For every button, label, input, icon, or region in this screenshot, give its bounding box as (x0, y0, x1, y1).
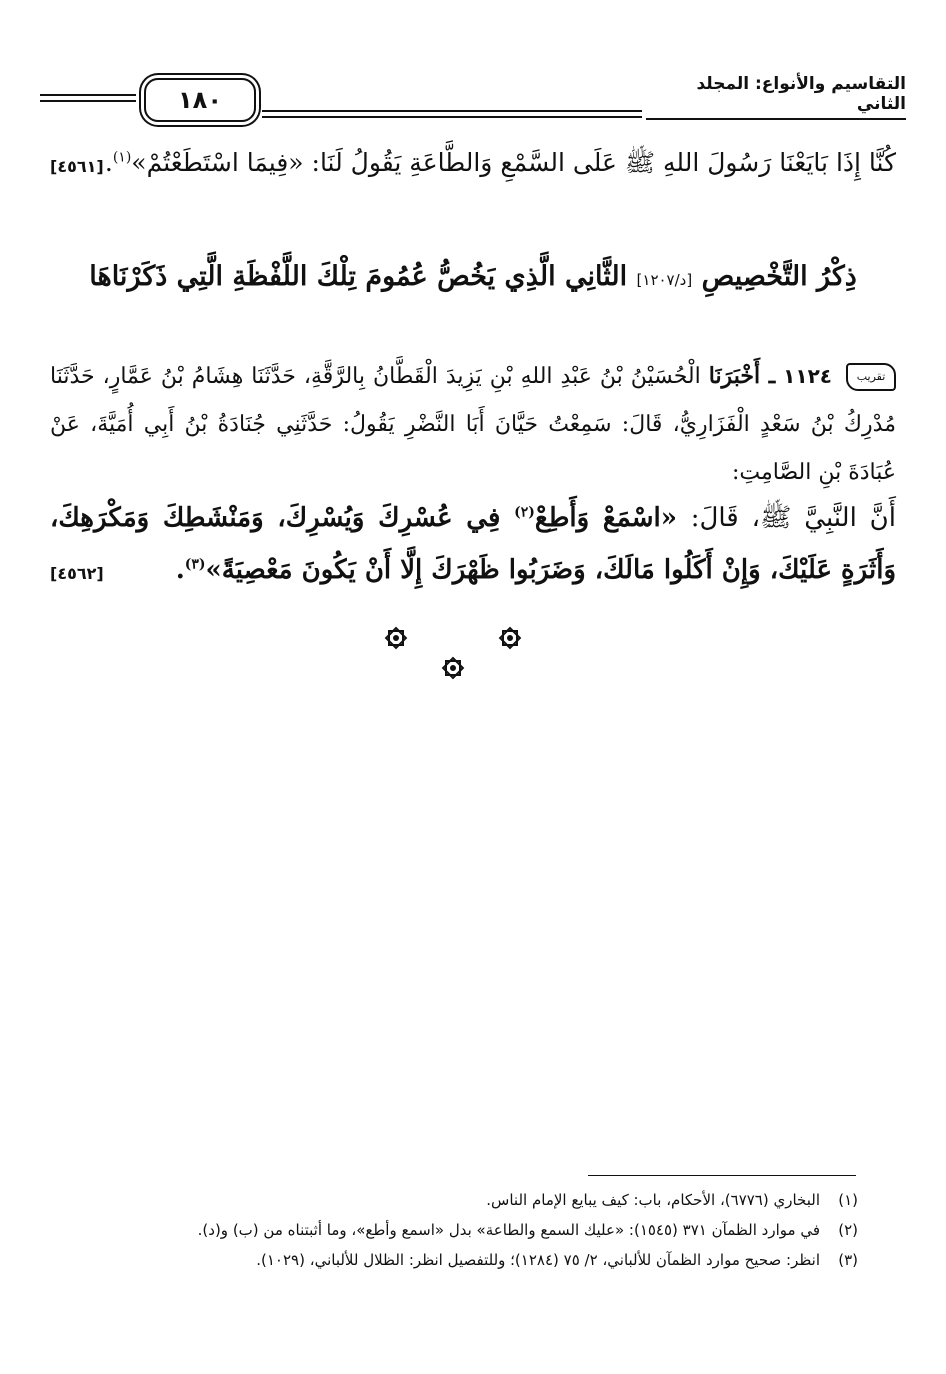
matn-paragraph: أَنَّ النَّبِيَّ ﷺ، قَالَ: «اسْمَعْ وَأَطِعْ$^{(٢)}$ فِي عُسْرِكَ وَيُسْرِكَ، وَمَنْشَطِكَ وَمَكْرَهِكَ، وَأَثَرَةٍ عَلَيْكَ، وَإِنْ أَكَلُوا مَالَكَ، وَضَرَبُوا ظَهْرَكَ إِلَّا أَنْ يَكُونَ مَعْصِيَةً»$^{(٣)}$. [٤٥٦٢] (50, 492, 896, 600)
page-number: ١٨٠ (144, 78, 256, 122)
header-rule (262, 116, 642, 118)
footnote-number: (٢) (838, 1221, 858, 1239)
footnote-separator (588, 1175, 856, 1176)
paragraph-text: كُنَّا إِذَا بَايَعْنَا رَسُولَ اللهِ ﷺ عَلَى السَّمْعِ وَالطَّاعَةِ يَقُولُ لَنَا: «فِيمَا اسْتَطَعْتُمْ» (131, 148, 896, 177)
hadith-reference: [٤٥٦٢] (50, 564, 104, 583)
footnotes (52, 1185, 858, 1275)
header-rule (40, 94, 136, 96)
running-title: التقاسيم والأنواع: المجلد الثاني (646, 74, 906, 120)
header-rule (40, 100, 136, 102)
heading-part-2: الثَّانِي الَّذِي يَخُصُّ عُمُومَ تِلْكَ اللَّفْظَةِ الَّتِي ذَكَرْنَاهَا (89, 261, 628, 292)
taqrib-icon: تقريب (846, 363, 896, 391)
isnad-lead: ـ أَخْبَرَنَا (708, 363, 776, 389)
isnad-paragraph (50, 352, 896, 497)
footnote-marker[interactable]: (١) (112, 149, 132, 166)
matn-quote-a: «اسْمَعْ وَأَطِعْ (534, 503, 678, 533)
paragraph-hadith-1123-end: كُنَّا إِذَا بَايَعْنَا رَسُولَ اللهِ ﷺ عَلَى السَّمْعِ وَالطَّاعَةِ يَقُولُ لَنَا: «فِيمَا اسْتَطَعْتُمْ»$^{(١)}$. [٤٥٦١] (50, 136, 896, 194)
hadith-number: ١١٢٤ (783, 364, 832, 388)
ornament-flower-icon (497, 625, 523, 651)
footnote-item (52, 1245, 858, 1275)
matn-quote-b: فِي عُسْرِكَ وَيُسْرِكَ، وَمَنْشَطِكَ وَمَكْرَهِكَ، وَأَثَرَةٍ عَلَيْكَ، وَإِنْ أَكَلُوا مَالَكَ، وَضَرَبُوا ظَهْرَكَ إِلَّا أَنْ يَكُونَ مَعْصِيَةً» (50, 503, 896, 585)
footnote-number: (١) (838, 1191, 858, 1209)
footnote-text: البخاري (٦٧٧٦)، الأحكام، باب: كيف يبايع الإمام الناس. (486, 1191, 820, 1209)
page-header (40, 66, 906, 126)
hadith-reference: [٤٥٦١] (50, 157, 104, 176)
footnote-marker[interactable]: (٢) (514, 504, 535, 521)
footnote-number: (٣) (838, 1251, 858, 1269)
footnote-text: في موارد الظمآن ٣٧١ (١٥٤٥): «عليك السمع والطاعة» بدل «اسمع وأطع»، وما أثبتناه من (ب) و(د). (197, 1221, 820, 1239)
isnad-text: الْحُسَيْنُ بْنُ عَبْدِ اللهِ بْنِ يَزِيدَ الْقَطَّانُ بِالرَّقَّةِ، حَدَّثَنَا هِشَامُ بْنُ عَمَّارٍ، حَدَّثَنَا مُدْرِكُ بْنُ سَعْدٍ الْفَزَارِيُّ، قَالَ: سَمِعْتُ حَيَّانَ أَبَا النَّضْرِ يَقُولُ: حَدَّثَنِي جُنَادَةُ بْنُ أَبِي أُمَيَّةَ، عَنْ عُبَادَةَ بْنِ الصَّامِتِ: (50, 364, 896, 485)
ornament-flower-icon (383, 625, 409, 651)
volume-reference: [د/١٢٠٧] (636, 271, 693, 289)
footnote-marker[interactable]: (٣) (184, 556, 206, 573)
matn-lead: أَنَّ النَّبِيَّ ﷺ، قَالَ: (690, 503, 896, 533)
ornament-flower-icon (440, 655, 466, 681)
footnote-text: انظر: صحيح موارد الظمآن للألباني، ٢/ ٧٥ (١٢٨٤)؛ وللتفصيل انظر: الظلال للألباني، (١٠٢٩). (256, 1251, 820, 1269)
footnote-item (52, 1215, 858, 1245)
header-rule (262, 110, 642, 112)
footnote-item (52, 1185, 858, 1215)
section-heading (50, 252, 896, 305)
heading-part-1: ذِكْرُ التَّخْصِيصِ (701, 261, 857, 292)
